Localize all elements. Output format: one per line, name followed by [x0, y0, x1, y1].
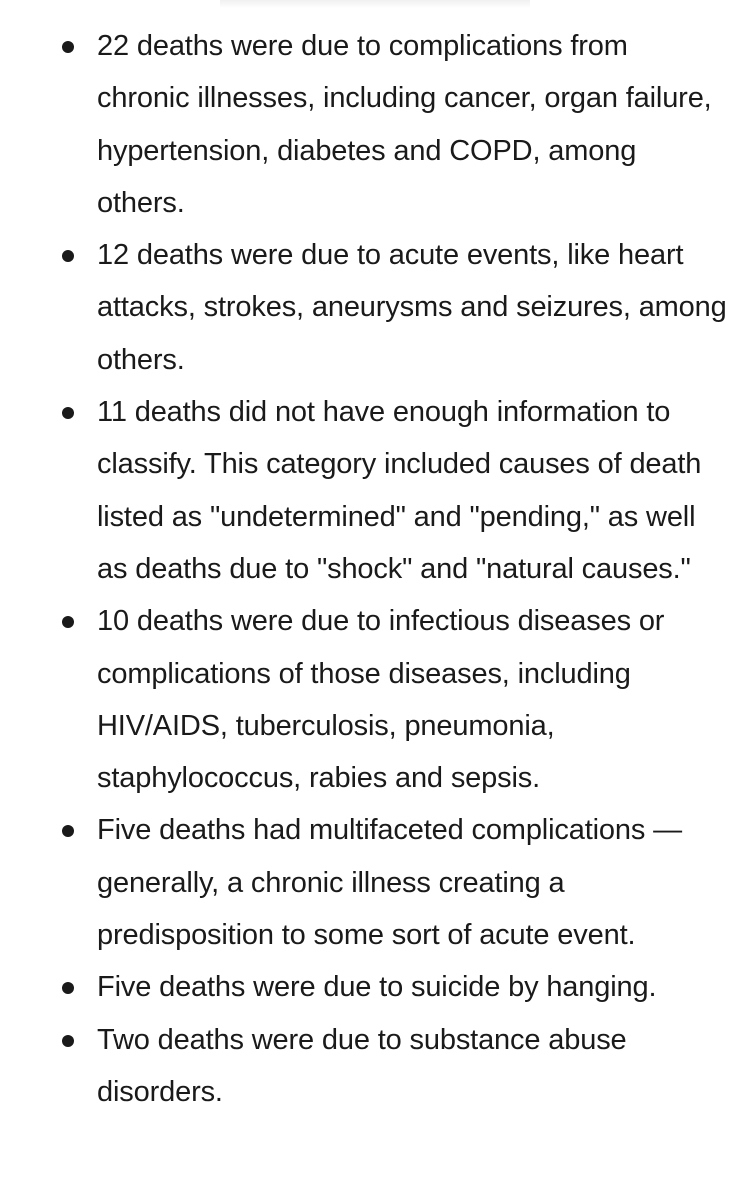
bullet-icon	[62, 982, 74, 994]
list-item	[0, 961, 748, 1013]
list-item	[0, 20, 748, 229]
bullet-icon	[62, 41, 74, 53]
list-item	[0, 1014, 748, 1119]
list-item	[0, 804, 748, 961]
list-item-text: 10 deaths were due to infectious diseases or complications of those diseases, including HIV/AIDS, tuberculosis, pneumonia, staphylococcus, rabies and sepsis.	[97, 605, 665, 795]
list-item	[0, 595, 748, 804]
list-item-text: 22 deaths were due to complications from chronic illnesses, including cancer, organ failure, hypertension, diabetes and COPD, among others.	[97, 30, 712, 219]
top-edge-shadow	[220, 0, 530, 8]
list-item	[0, 229, 748, 386]
list-item-text: Two deaths were due to substance abuse disorders.	[97, 1023, 627, 1108]
bullet-icon	[62, 407, 74, 419]
list-item-text: Five deaths were due to suicide by hanging.	[97, 971, 657, 1004]
bullet-icon	[62, 825, 74, 837]
list-item	[0, 386, 748, 595]
list-item-text: 12 deaths were due to acute events, like heart attacks, strokes, aneurysms and seizures, among others.	[97, 239, 727, 376]
list-item-text: 11 deaths did not have enough information to classify. This category included causes of death listed as "undetermined" and "pending," as well as deaths due to "shock" and "natural causes."	[97, 396, 702, 585]
causes-of-death-list	[0, 20, 748, 1118]
bullet-icon	[62, 1035, 74, 1047]
article-body	[0, 20, 748, 1118]
bullet-icon	[62, 250, 74, 262]
list-item-text: Five deaths had multifaceted complications — generally, a chronic illness creating a predisposition to some sort of acute event.	[97, 814, 682, 952]
bullet-icon	[62, 616, 74, 628]
